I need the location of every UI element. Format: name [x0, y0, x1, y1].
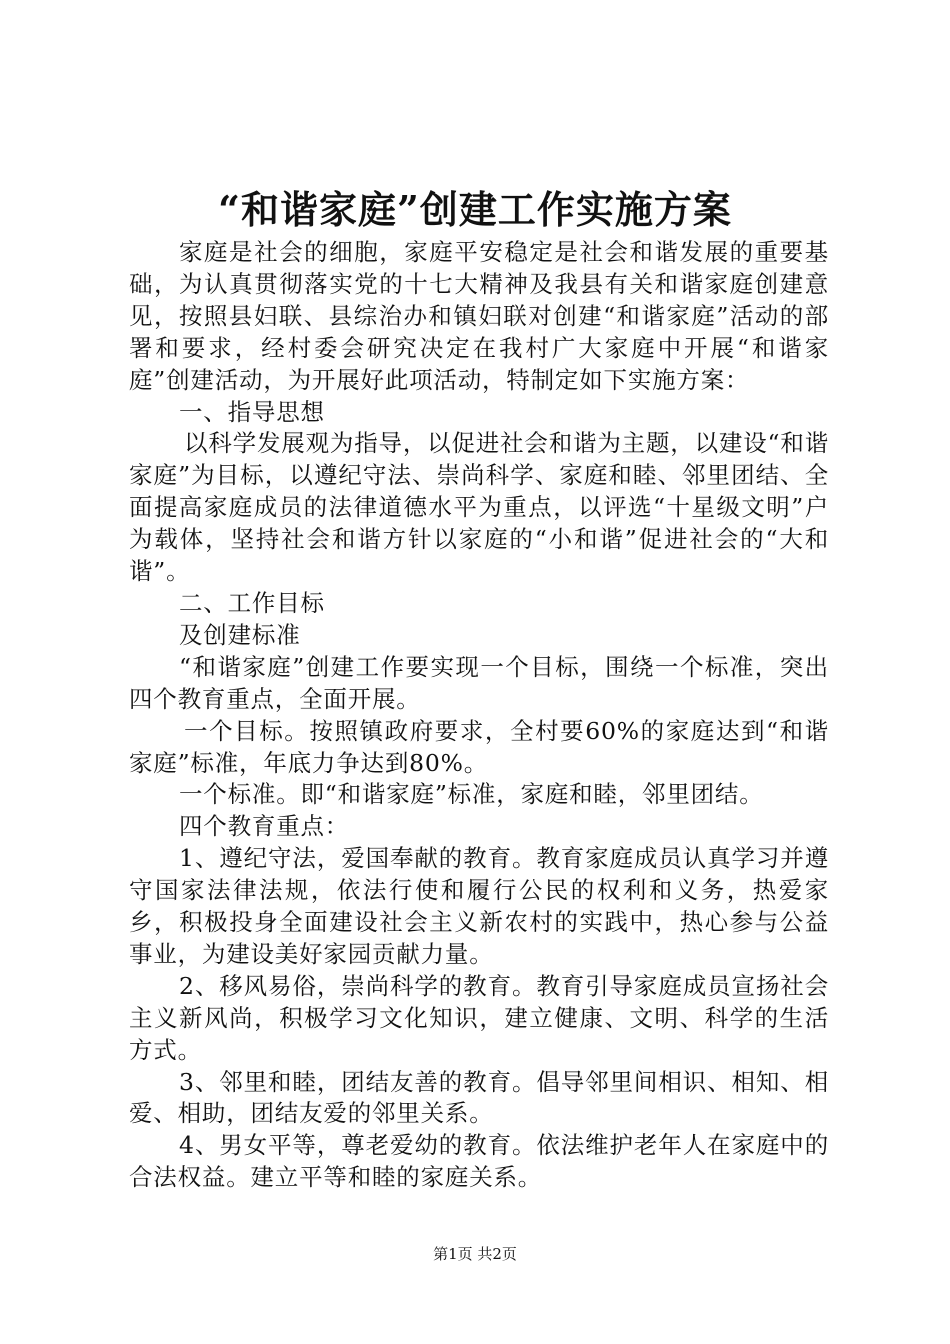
section-heading-work-goals: 二、工作目标 [179, 588, 325, 617]
education-focus-heading: 四个教育重点： [179, 812, 350, 841]
section-heading-guiding-ideology: 一、指导思想 [179, 397, 325, 426]
document-body [129, 237, 829, 1194]
intro-paragraph: 家庭是社会的细胞，家庭平安稳定是社会和谐发展的重要基础，为认真贯彻落实党的十七大精神及我县有关和谐家庭创建意见，按照县妇联、县综治办和镇妇联对创建“和谐家庭”活动的部署和要求，经村委会研究决定在我村广大家庭中开展“和谐家庭”创建活动，为开展好此项活动，特制定如下实施方案： [129, 238, 829, 394]
one-standard-paragraph: 一个标准。即“和谐家庭”标准，家庭和睦，邻里团结。 [179, 780, 764, 809]
section-heading-standards: 及创建标准 [179, 620, 301, 649]
document-title: “和谐家庭”创建工作实施方案 [218, 187, 732, 232]
education-item-2: 2、移风易俗，崇尚科学的教育。教育引导家庭成员宣扬社会主义新风尚，积极学习文化知识，建立健康、文明、科学的生活方式。 [129, 971, 829, 1064]
education-item-1: 1、遵纪守法，爱国奉献的教育。教育家庭成员认真学习并遵守国家法律法规，依法行使和履行公民的权利和义务，热爱家乡，积极投身全面建设社会主义新农村的实践中，热心参与公益事业，为建设美好家园贡献力量。 [129, 844, 829, 968]
education-item-4: 4、男女平等，尊老爱幼的教育。依法维护老年人在家庭中的合法权益。建立平等和睦的家庭关系。 [129, 1131, 829, 1192]
goals-overview-paragraph: “和谐家庭”创建工作要实现一个目标，围绕一个标准，突出四个教育重点，全面开展。 [129, 652, 829, 713]
page-number-footer: 第1页 共2页 [433, 1245, 517, 1263]
education-item-3: 3、邻里和睦，团结友善的教育。倡导邻里间相识、相知、相爱、相助，团结友爱的邻里关系。 [129, 1067, 829, 1128]
guiding-ideology-paragraph: 以科学发展观为指导，以促进社会和谐为主题，以建设“和谐家庭”为目标，以遵纪守法、崇尚科学、家庭和睦、邻里团结、全面提高家庭成员的法律道德水平为重点，以评选“十星级文明”户为载体，坚持社会和谐方针以家庭的“小和谐”促进社会的“大和谐”。 [129, 429, 829, 586]
one-goal-paragraph: 一个目标。按照镇政府要求，全村要60%的家庭达到“和谐家庭”标准，年底力争达到80%。 [129, 716, 829, 777]
